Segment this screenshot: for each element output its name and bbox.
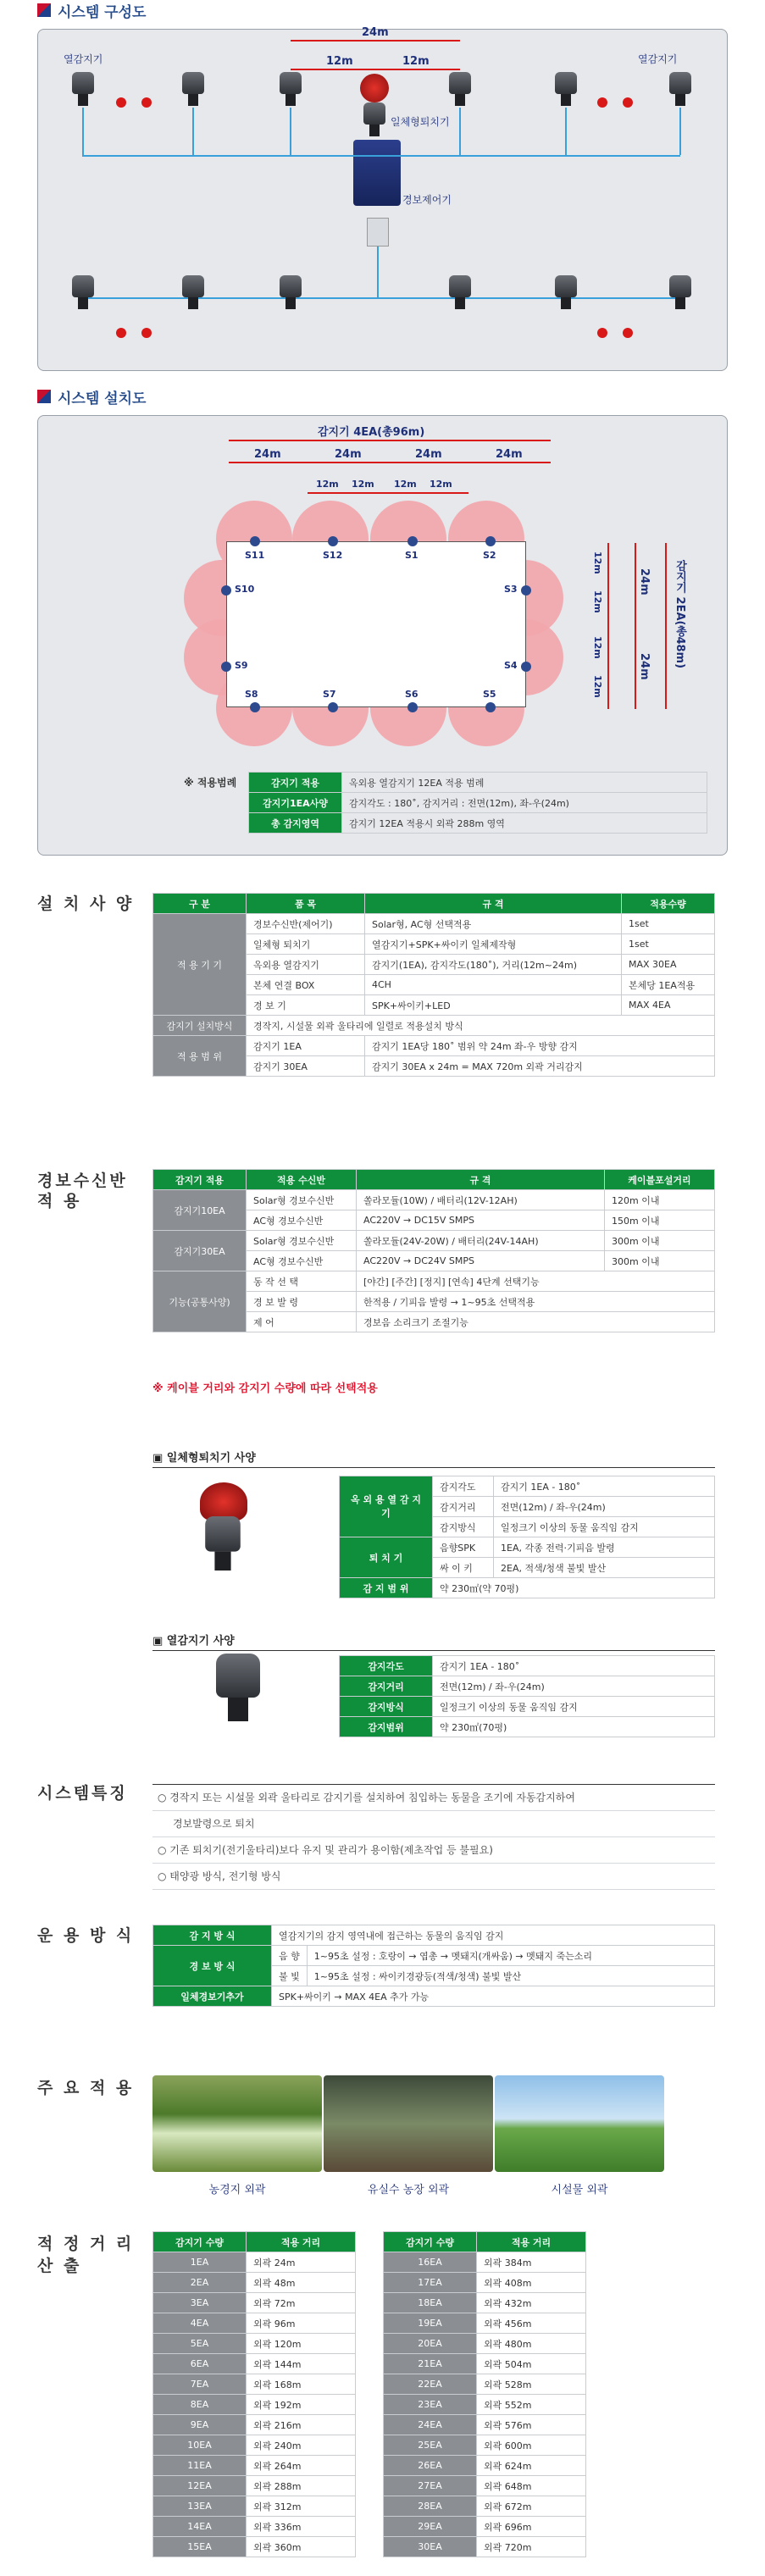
sensor-count: 24EA: [384, 2415, 477, 2435]
distance-value: 외곽 648m: [477, 2476, 586, 2496]
sensor-count: 29EA: [384, 2517, 477, 2537]
config-title: 시스템 구성도: [37, 0, 765, 20]
distance-value: 외곽 576m: [477, 2415, 586, 2435]
distance-value: 외곽 120m: [247, 2334, 356, 2354]
sensor-count: 15EA: [153, 2537, 247, 2557]
orchard-photo: [324, 2075, 493, 2172]
sensor-icon: [72, 275, 94, 309]
distance-value: 외곽 72m: [247, 2293, 356, 2313]
distance-row: [384, 2252, 586, 2273]
distance-value: 외곽 528m: [477, 2374, 586, 2395]
operation-section: [0, 1925, 765, 2035]
distance-row: [153, 2293, 356, 2313]
sensor-count: 5EA: [153, 2334, 247, 2354]
sensor-count: 14EA: [153, 2517, 247, 2537]
sensor-count: 26EA: [384, 2456, 477, 2476]
distance-row: [384, 2517, 586, 2537]
operation-table: 감 지 방 식 열감지기의 감지 영역내에 접근하는 동물의 움직임 감지 경 보 방 식 음 향 1~95초 설정 : 호랑이 → 엽총 → 멧돼지(개싸움) → 멧돼지 죽는소리 불 빛 1~95초 설정 : 싸이키경광등(적색/청색) 불빛 발산 일체경보기추가 SPK+싸이키 → MAX 4EA 추가 가능: [152, 1925, 715, 2007]
integrated-label: 일체형퇴치기: [391, 116, 450, 128]
distance-row: [153, 2273, 356, 2293]
sensor-count: 1EA: [153, 2252, 247, 2273]
spec2-table: 감지각도 감지기 1EA - 180˚ 감지거리 전면(12m) / 좌-우(24m) 감지방식 일정크기 이상의 동물 움직임 감지 감지범위 약 230㎡(70평): [339, 1655, 715, 1737]
sensor-icon: [555, 275, 577, 309]
receiver-note: ※ 케이블 거리와 감지기 수량에 따라 선택적용: [152, 1382, 378, 1395]
sensor-count: 19EA: [384, 2313, 477, 2334]
distance-value: 외곽 600m: [477, 2435, 586, 2456]
distance-value: 외곽 264m: [247, 2456, 356, 2476]
distance-row: [153, 2354, 356, 2374]
distance-value: 외곽 312m: [247, 2496, 356, 2517]
distance-row: [153, 2517, 356, 2537]
section-mark-icon: [37, 390, 51, 403]
distance-value: 외곽 192m: [247, 2395, 356, 2415]
red-dot: [623, 97, 633, 108]
distance-value: 외곽 144m: [247, 2354, 356, 2374]
distance-row: [384, 2395, 586, 2415]
sensor-count: 30EA: [384, 2537, 477, 2557]
red-dot: [116, 97, 126, 108]
sensor-count: 8EA: [153, 2395, 247, 2415]
sensor-count: 10EA: [153, 2435, 247, 2456]
sensor-icon: [182, 275, 204, 309]
sensor-count: 21EA: [384, 2354, 477, 2374]
distance-row: [384, 2374, 586, 2395]
sensor-count: 11EA: [153, 2456, 247, 2476]
distance-value: 외곽 696m: [477, 2517, 586, 2537]
sensor-icon: [280, 72, 302, 106]
red-dot: [597, 97, 607, 108]
distance-value: 외곽 336m: [247, 2517, 356, 2537]
red-dot: [141, 97, 152, 108]
sensor-count: 22EA: [384, 2374, 477, 2395]
sensor-count: 20EA: [384, 2334, 477, 2354]
facility-photo: [495, 2075, 664, 2172]
distance-row: [384, 2354, 586, 2374]
distance-table-left: 감지기 수량 적용 거리 1EA 외곽 24m 2EA 외곽 48m 3EA 외곽 72m 4EA 외곽 96m 5EA 외곽 120m 6EA 외곽 144m 7EA 외곽 168m 8EA 외곽 192m 9EA 외곽 216m 10EA 외곽 240m 11EA 외곽 264m 12EA 외곽 288m 13EA 외곽 312m 14EA 외곽 336m 15EA 외곽 360m: [152, 2231, 356, 2557]
farmland-photo: [152, 2075, 322, 2172]
spec2-section: [0, 1631, 765, 1759]
right-sensor-label: 열감지기: [638, 53, 678, 65]
distance-value: 외곽 24m: [247, 2252, 356, 2273]
side-dim-label: 감지기 2EA(총48m): [674, 560, 686, 669]
sensor-count: 25EA: [384, 2435, 477, 2456]
junction-box-icon: [367, 218, 389, 247]
distance-row: [384, 2415, 586, 2435]
distance-row: [384, 2293, 586, 2313]
distance-row: [153, 2435, 356, 2456]
sensor-count: 28EA: [384, 2496, 477, 2517]
sensor-icon: [449, 72, 471, 106]
distance-row: [384, 2313, 586, 2334]
sensor-icon: [669, 72, 691, 106]
install-layout-section: [0, 386, 765, 856]
operation-heading: 운 용 방 식: [37, 1926, 135, 1945]
dim-arrow: [291, 69, 460, 70]
spec2-title: ▣ 열감지기 사양: [152, 1635, 235, 1648]
example-table: 감지기 적용 옥외용 열감지기 12EA 적용 범례 감지기1EA사양 감지각도 : 180˚, 감지거리 : 전면(12m), 좌-우(24m) 총 감지영역 감지기 12EA 적용시 외곽 288m 영역: [248, 772, 707, 834]
features-heading: 시스템특징: [37, 1784, 128, 1803]
distance-value: 외곽 504m: [477, 2354, 586, 2374]
distance-row: [384, 2496, 586, 2517]
distance-row: [153, 2395, 356, 2415]
red-dot: [597, 328, 607, 338]
top-dim-label: 감지기 4EA(총96m): [318, 426, 425, 439]
features-section: [0, 1784, 765, 1894]
distance-value: 외곽 456m: [477, 2313, 586, 2334]
distance-value: 외곽 96m: [247, 2313, 356, 2334]
install-spec-section: [0, 893, 765, 1147]
spec1-table: 옥 외 용 열 감 지 기 감지각도 감지기 1EA - 180˚ 감지거리 전면(12m) / 좌-우(24m) 감지방식 일정크기 이상의 동물 움직임 감지 퇴 치 기 음향SPK 1EA, 각종 전력·기피음 발령 싸 이 키 2EA, 적색/청색 불빛 발산 감 지 범 위 약 230㎡(약 70평): [339, 1476, 715, 1598]
distance-value: 외곽 480m: [477, 2334, 586, 2354]
distance-value: 외곽 720m: [477, 2537, 586, 2557]
sensor-count: 9EA: [153, 2415, 247, 2435]
sensor-icon: [280, 275, 302, 309]
distance-value: 외곽 168m: [247, 2374, 356, 2395]
spec1-title: ▣ 일체형퇴치기 사양: [152, 1452, 256, 1465]
install-table: 구 분 품 목 규 격 적용수량 적 용 기 기 경보수신반(제어기) Solar형, AC형 선택적용 1set 일체형 퇴치기 열감지기+SPK+싸이키 일체제작형 1set 옥외용 열감지기 감지기(1EA), 감지각도(180˚), 거리(12m~24m) MAX 30EA 본체 연결 BOX 4CH 본체당 1EA적용 경 보 기 SPK+싸이키+LED MAX 4EA 감지기 설치방식 경작지, 시설물 외곽 울타리에 일렬로 적용설치 방식 적 용 범 위 감지기 1EA 감지기 1EA당 180˚ 범위 약 24m 좌-우 방향 감지 감지기 30EA 감지기 30EA x 24m = MAX 720m 외곽 거리감지: [152, 893, 715, 1077]
section-mark-icon: [37, 3, 51, 17]
distance-row: [153, 2252, 356, 2273]
dim-arrow: [291, 40, 460, 42]
sensor-count: 12EA: [153, 2476, 247, 2496]
sensor-count: 17EA: [384, 2273, 477, 2293]
sensor-icon: [449, 275, 471, 309]
sensor-count: 13EA: [153, 2496, 247, 2517]
distance-value: 외곽 432m: [477, 2293, 586, 2313]
sensor-count: 27EA: [384, 2476, 477, 2496]
distance-row: [153, 2476, 356, 2496]
left-sensor-label: 열감지기: [64, 53, 103, 65]
receiver-table: 감지기 적용 적용 수신반 규 격 케이블포설거리 감지기10EA Solar형 경보수신반 쏠라모듈(10W) / 배터리(12V-12AH) 120m 이내 AC형 경보수신반 AC220V → DC15V SMPS 150m 이내 감지기30EA Solar형 경보수신반 쏠라모듈(24V-20W) / 배터리(24V-14AH) 300m 이내 AC형 경보수신반 AC220V → DC24V SMPS 300m 이내 기능(공통사양) 동 작 선 택 [야간] [주간] [정지] [연속] 4단계 선택기능 경 보 발 령 한적용 / 기피음 발령 → 1~95초 선택적용 제 어 경보음 소리크기 조절기능: [152, 1169, 715, 1332]
sensor-icon: [72, 72, 94, 106]
field-area: [226, 541, 526, 707]
siren-icon: [360, 74, 389, 102]
layout-title: 시스템 설치도: [37, 386, 765, 407]
distance-value: 외곽 240m: [247, 2435, 356, 2456]
distance-row: [384, 2456, 586, 2476]
install-heading: 설 치 사 양: [37, 895, 135, 913]
distance-row: [384, 2435, 586, 2456]
spec1-section: [0, 1449, 765, 1601]
distance-value: 외곽 48m: [247, 2273, 356, 2293]
distance-row: [153, 2456, 356, 2476]
layout-diagram: 감지기 4EA(총96m) 24m 24m 24m 24m 12m 12m 12m 12m S11 S12 S1 S2 S10 S3 S9 S4 S8 S7 S6 S5 12m 12m 12m 12m 24m 24m 감지기 2EA(총48m) ※ 적용범례 감지기 적용 옥외용 열감지기 12EA 적용 범례 감지기1EA사양 감지각도 : 180˚, 감지거리 : 전면(12m), 좌-우(24m) 총 감지영역 감지기 12EA 적용시 외곽 288m 영역: [37, 415, 728, 856]
features-list: ○ 경작지 또는 시설물 외곽 울타리로 감지기를 설치하여 침입하는 동물을 조기에 자동감지하여 경보발령으로 퇴치 ○ 기존 퇴치기(전기울타리)보다 유지 및 관리가 용이함(제초작업 등 불필요) ○ 태양광 방식, 전기형 방식: [152, 1784, 715, 1890]
sensor-count: 2EA: [153, 2273, 247, 2293]
applications-heading: 주 요 적 용: [37, 2079, 135, 2097]
sensor-icon: [216, 1654, 260, 1721]
sensor-icon: [555, 72, 577, 106]
config-diagram: [37, 26, 728, 371]
receiver-section: [0, 1169, 765, 1423]
distance-value: 외곽 360m: [247, 2537, 356, 2557]
red-dot: [116, 328, 126, 338]
applications-section: 주 요 적 용 농경지 외곽 유실수 농장 외곽 시설물 외곽: [0, 2075, 765, 2202]
sensor-icon: [182, 72, 204, 106]
receiver-heading: 경보수신반 적 용: [37, 1172, 128, 1210]
distance-value: 외곽 552m: [477, 2395, 586, 2415]
distance-table-right: 감지기 수량 적용 거리 16EA 외곽 384m 17EA 외곽 408m 18EA 외곽 432m 19EA 외곽 456m 20EA 외곽 480m 21EA 외곽 504m 22EA 외곽 528m 23EA 외곽 552m 24EA 외곽 576m 25EA 외곽 600m 26EA 외곽 624m 27EA 외곽 648m 28EA 외곽 672m 29EA 외곽 696m 30EA 외곽 720m: [383, 2231, 586, 2557]
distance-section: [0, 2231, 765, 2570]
sensor-count: 3EA: [153, 2293, 247, 2313]
sensor-count: 16EA: [384, 2252, 477, 2273]
red-dot: [623, 328, 633, 338]
distance-row: [384, 2334, 586, 2354]
distance-row: [153, 2334, 356, 2354]
distance-value: 외곽 384m: [477, 2252, 586, 2273]
sensor-icon: [669, 275, 691, 309]
distance-value: 외곽 624m: [477, 2456, 586, 2476]
sensor-count: 18EA: [384, 2293, 477, 2313]
distance-value: 외곽 672m: [477, 2496, 586, 2517]
sensor-count: 7EA: [153, 2374, 247, 2395]
sensor-icon: [205, 1516, 241, 1571]
sensor-count: 4EA: [153, 2313, 247, 2334]
distance-row: [153, 2537, 356, 2557]
distance-row: [153, 2415, 356, 2435]
distance-row: [384, 2273, 586, 2293]
system-config-section: [0, 0, 765, 371]
distance-value: 외곽 288m: [247, 2476, 356, 2496]
distance-row: [153, 2313, 356, 2334]
sensor-count: 6EA: [153, 2354, 247, 2374]
controller-label: 경보제어기: [402, 194, 452, 206]
dim-left: 12m: [326, 55, 353, 68]
distance-row: [153, 2496, 356, 2517]
distance-heading: 적 정 거 리 산 출: [37, 2235, 135, 2275]
distance-value: 외곽 216m: [247, 2415, 356, 2435]
dim-right: 12m: [402, 55, 430, 68]
sensor-count: 23EA: [384, 2395, 477, 2415]
distance-row: [384, 2476, 586, 2496]
distance-row: [384, 2537, 586, 2557]
controller-box-icon: [353, 140, 401, 206]
sensor-icon: [363, 102, 385, 136]
distance-value: 외곽 408m: [477, 2273, 586, 2293]
dim-total: 24m: [362, 26, 389, 39]
distance-row: [153, 2374, 356, 2395]
red-dot: [141, 328, 152, 338]
